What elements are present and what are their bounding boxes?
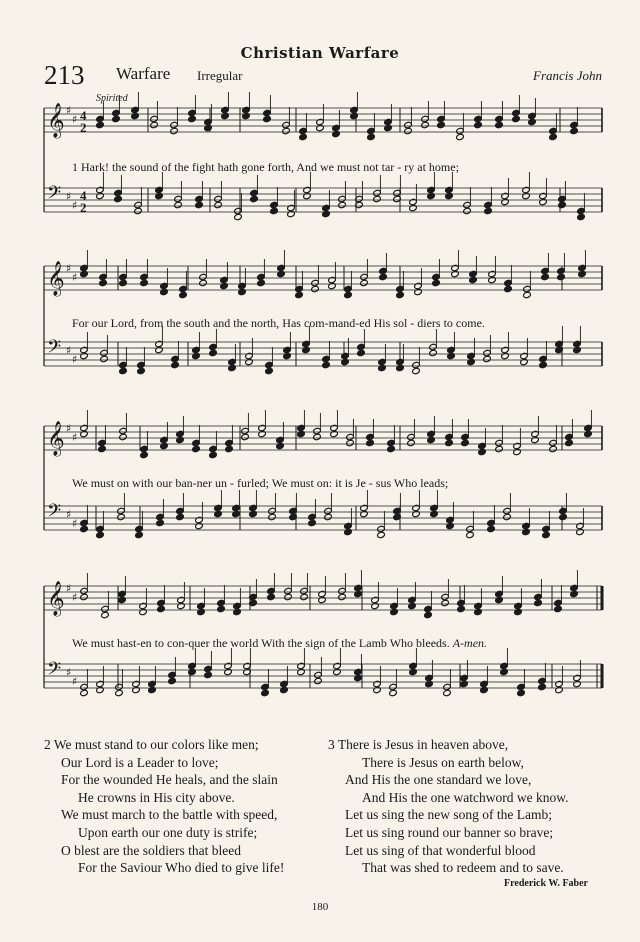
note-head xyxy=(501,352,510,359)
note-head xyxy=(112,115,121,122)
note-head xyxy=(432,279,441,286)
note-head xyxy=(80,352,89,359)
note-head xyxy=(80,430,89,437)
note-head xyxy=(80,593,89,600)
note-head xyxy=(366,439,375,446)
note-head xyxy=(261,689,270,696)
note-head xyxy=(445,439,454,446)
note-head xyxy=(297,668,306,675)
note-head xyxy=(379,273,388,280)
note-head xyxy=(559,513,568,520)
note-head xyxy=(513,448,522,455)
note-head xyxy=(199,279,208,286)
note-head xyxy=(474,121,483,128)
note-head xyxy=(354,674,363,681)
note-head xyxy=(360,279,369,286)
note-head xyxy=(160,288,169,295)
note-head xyxy=(192,445,201,452)
note-head xyxy=(242,112,251,119)
note-head xyxy=(480,686,489,693)
verse-line: 3 There is Jesus in heaven above, xyxy=(328,737,509,752)
note-head xyxy=(297,430,306,437)
note-head xyxy=(311,285,320,292)
note-head xyxy=(197,608,206,615)
note-head xyxy=(300,593,309,600)
treble-clef-icon: 𝄞 xyxy=(47,581,65,616)
note-head xyxy=(280,686,289,693)
verse-line: For the wounded He heals, and the slain xyxy=(61,772,278,788)
note-head xyxy=(224,668,233,675)
sharp-icon: ♯ xyxy=(72,353,78,366)
note-head xyxy=(341,358,350,365)
note-head xyxy=(119,279,128,286)
note-head xyxy=(316,124,325,131)
note-head xyxy=(282,127,291,134)
note-head xyxy=(303,192,312,199)
note-head xyxy=(512,115,521,122)
tempo-marking: Spirited xyxy=(96,93,128,104)
note-head xyxy=(174,201,183,208)
note-head xyxy=(96,121,105,128)
note-head xyxy=(503,513,512,520)
note-head xyxy=(96,192,105,199)
note-head xyxy=(332,130,341,137)
note-head xyxy=(357,349,366,356)
note-head xyxy=(384,124,393,131)
verse-line: We must march to the battle with speed, xyxy=(61,807,278,823)
note-head xyxy=(488,276,497,283)
note-head xyxy=(495,596,504,603)
note-head xyxy=(344,528,353,535)
note-head xyxy=(214,201,223,208)
note-head xyxy=(504,285,513,292)
note-head xyxy=(308,519,317,526)
verse-2 xyxy=(44,736,284,877)
note-head xyxy=(408,602,417,609)
note-head xyxy=(373,686,382,693)
note-head xyxy=(80,689,89,696)
note-head xyxy=(404,127,413,134)
note-head xyxy=(333,668,342,675)
note-head xyxy=(119,367,128,374)
note-head xyxy=(225,445,234,452)
lyric-line-2: For our Lord, from the south and the north, Has com-mand-ed His sol - diers to come. xyxy=(72,316,485,330)
note-head xyxy=(427,436,436,443)
note-head xyxy=(299,133,308,140)
note-head xyxy=(135,531,144,538)
note-head xyxy=(101,611,110,618)
note-head xyxy=(330,430,339,437)
note-head xyxy=(446,522,455,529)
sharp-icon: ♯ xyxy=(72,271,78,284)
verse-line: Our Lord is a Leader to love; xyxy=(61,754,219,770)
note-head xyxy=(539,198,548,205)
bass-clef-icon: 𝄢 xyxy=(47,183,62,208)
note-head xyxy=(220,282,229,289)
note-head xyxy=(156,519,165,526)
note-head xyxy=(228,364,237,371)
lyric-line-1: 1 Hark! the sound of the fight hath gone forth, And we must not tar - ry at home; xyxy=(72,160,459,174)
note-head xyxy=(522,192,531,199)
note-head xyxy=(412,367,421,374)
note-head xyxy=(257,279,266,286)
note-head xyxy=(137,367,146,374)
note-head xyxy=(314,677,323,684)
note-head xyxy=(522,528,531,535)
sharp-icon: ♯ xyxy=(72,113,78,126)
verse-line: And His the one watchword we know. xyxy=(362,789,569,805)
note-head xyxy=(371,602,380,609)
note-head xyxy=(557,273,566,280)
note-head xyxy=(96,686,105,693)
note-head xyxy=(118,596,127,603)
note-head xyxy=(295,291,304,298)
note-head xyxy=(98,445,107,452)
note-head xyxy=(555,686,564,693)
sharp-icon: ♯ xyxy=(66,190,72,203)
composer: Francis John xyxy=(533,68,602,83)
note-head xyxy=(558,201,567,208)
note-head xyxy=(221,112,230,119)
hymn-number: 213 xyxy=(44,60,85,90)
note-head xyxy=(313,433,322,440)
page-number: 180 xyxy=(311,901,329,913)
note-head xyxy=(517,689,526,696)
note-head xyxy=(389,689,398,696)
note-head xyxy=(424,611,433,618)
note-head xyxy=(487,525,496,532)
note-head xyxy=(263,115,272,122)
sharp-icon: ♯ xyxy=(72,431,78,444)
treble-clef-icon: 𝄞 xyxy=(47,103,65,138)
verse-line: 2 We must stand to our colors like men; xyxy=(44,737,259,752)
note-head xyxy=(214,510,223,517)
note-head xyxy=(302,346,311,353)
sharp-icon: ♯ xyxy=(66,104,72,117)
note-head xyxy=(396,291,405,298)
treble-clef-icon: 𝄞 xyxy=(47,421,65,456)
note-head xyxy=(344,291,353,298)
lyric-line-4 xyxy=(72,636,600,651)
note-head xyxy=(268,513,277,520)
note-head xyxy=(134,207,143,214)
note-head xyxy=(427,192,436,199)
note-head xyxy=(576,528,585,535)
amen-text: A-men. xyxy=(452,636,488,650)
verse-line: For the Saviour Who died to give life! xyxy=(78,860,285,876)
note-head xyxy=(354,590,363,597)
note-head xyxy=(520,358,529,365)
note-head xyxy=(409,668,418,675)
note-head xyxy=(132,686,141,693)
note-head xyxy=(549,133,558,140)
note-head xyxy=(245,358,254,365)
time-signature-bottom: 2 xyxy=(80,200,87,215)
note-head xyxy=(322,210,331,217)
sharp-icon: ♯ xyxy=(66,666,72,679)
note-head xyxy=(250,195,259,202)
note-head xyxy=(100,355,109,362)
note-head xyxy=(430,510,439,517)
note-head xyxy=(328,282,337,289)
note-head xyxy=(234,213,243,220)
lyric-line-4-text: We must hast-en to con-quer the world With the sign of the Lamb Who bleeds. xyxy=(72,636,450,650)
sharp-icon: ♯ xyxy=(72,517,78,530)
note-head xyxy=(554,605,563,612)
note-head xyxy=(324,513,333,520)
note-head xyxy=(99,279,108,286)
note-head xyxy=(140,451,149,458)
note-head xyxy=(565,439,574,446)
note-head xyxy=(541,273,550,280)
sharp-icon: ♯ xyxy=(72,199,78,212)
bass-clef-icon: 𝄢 xyxy=(47,501,62,526)
note-head xyxy=(346,439,355,446)
note-head xyxy=(115,689,124,696)
note-head xyxy=(150,121,159,128)
note-head xyxy=(463,207,472,214)
section-title: Christian Warfare xyxy=(240,44,400,62)
note-head xyxy=(195,522,204,529)
note-head xyxy=(96,531,105,538)
note-head xyxy=(238,288,247,295)
note-head xyxy=(338,593,347,600)
note-head xyxy=(114,195,123,202)
note-head xyxy=(445,192,454,199)
note-head xyxy=(466,531,475,538)
note-head xyxy=(451,270,460,277)
sharp-icon: ♯ xyxy=(72,675,78,688)
verse-line: And His the one standard we love, xyxy=(345,772,532,788)
note-head xyxy=(387,445,396,452)
note-head xyxy=(140,279,149,286)
note-head xyxy=(360,510,369,517)
note-head xyxy=(577,213,586,220)
note-head xyxy=(195,201,204,208)
time-signature-bottom: 2 xyxy=(80,120,87,135)
verse-line: That was shed to redeem and to save. xyxy=(362,860,564,876)
note-head xyxy=(534,599,543,606)
verse-3 xyxy=(328,736,568,877)
note-head xyxy=(233,608,242,615)
note-head xyxy=(409,204,418,211)
note-head xyxy=(414,288,423,295)
note-head xyxy=(232,510,241,517)
bass-clef-icon: 𝄢 xyxy=(47,659,62,684)
verse-line: There is Jesus on earth below, xyxy=(362,754,524,770)
note-head xyxy=(429,349,438,356)
note-head xyxy=(217,605,226,612)
note-head xyxy=(441,599,450,606)
note-head xyxy=(500,668,509,675)
note-head xyxy=(447,352,456,359)
note-head xyxy=(209,349,218,356)
verse-line: O blest are the soldiers that bleed xyxy=(61,842,241,858)
note-head xyxy=(176,513,185,520)
note-head xyxy=(204,124,213,131)
meter: Irregular xyxy=(197,68,243,83)
note-head xyxy=(456,133,465,140)
note-head xyxy=(573,346,582,353)
sharp-icon: ♯ xyxy=(66,262,72,275)
note-head xyxy=(531,436,540,443)
note-head xyxy=(80,525,89,532)
note-head xyxy=(478,448,487,455)
note-head xyxy=(277,270,286,277)
note-head xyxy=(501,198,510,205)
note-head xyxy=(443,689,452,696)
time-signature-top: 4 xyxy=(80,188,87,203)
note-head xyxy=(570,127,579,134)
note-head xyxy=(421,121,430,128)
tune-name: Warfare xyxy=(116,64,171,83)
sharp-icon: ♯ xyxy=(66,508,72,521)
verse-line: Let us sing of that wonderful blood xyxy=(345,842,536,858)
note-head xyxy=(139,608,148,615)
note-head xyxy=(467,358,476,365)
note-head xyxy=(378,364,387,371)
note-head xyxy=(267,593,276,600)
note-head xyxy=(539,361,548,368)
note-head xyxy=(276,442,285,449)
sharp-icon: ♯ xyxy=(72,591,78,604)
note-head xyxy=(287,210,296,217)
note-head xyxy=(549,445,558,452)
note-head xyxy=(283,352,292,359)
note-head xyxy=(373,195,382,202)
note-head xyxy=(538,683,547,690)
note-head xyxy=(157,605,166,612)
time-signature-top: 4 xyxy=(80,108,87,123)
note-head xyxy=(148,686,157,693)
note-head xyxy=(425,680,434,687)
note-head xyxy=(483,355,492,362)
note-head xyxy=(322,361,331,368)
note-head xyxy=(176,436,185,443)
note-head xyxy=(270,207,279,214)
note-head xyxy=(155,192,164,199)
note-head xyxy=(177,602,186,609)
note-head xyxy=(578,270,587,277)
note-head xyxy=(188,668,197,675)
note-head xyxy=(338,201,347,208)
verse-line: Let us sing round our banner so brave; xyxy=(345,824,554,840)
bass-clef-icon: 𝄢 xyxy=(47,337,62,362)
note-head xyxy=(573,680,582,687)
note-head xyxy=(461,439,470,446)
note-head xyxy=(437,121,446,128)
note-head xyxy=(80,270,89,277)
note-head xyxy=(160,442,169,449)
note-head xyxy=(407,439,416,446)
author-credit: Frederick W. Faber xyxy=(504,878,588,889)
note-head xyxy=(474,608,483,615)
note-head xyxy=(570,590,579,597)
note-head xyxy=(484,207,493,214)
verse-line: Upon earth our one duty is strife; xyxy=(78,824,258,840)
note-head xyxy=(350,112,359,119)
note-head xyxy=(495,121,504,128)
note-head xyxy=(367,133,376,140)
note-head xyxy=(117,513,126,520)
note-head xyxy=(495,445,504,452)
note-head xyxy=(241,433,250,440)
note-head xyxy=(155,346,164,353)
note-head xyxy=(523,291,532,298)
note-head xyxy=(119,433,128,440)
sharp-icon: ♯ xyxy=(66,422,72,435)
note-head xyxy=(528,118,537,125)
note-head xyxy=(179,291,188,298)
note-head xyxy=(168,677,177,684)
note-head xyxy=(412,510,421,517)
note-head xyxy=(460,680,469,687)
note-head xyxy=(390,608,399,615)
note-head xyxy=(170,127,179,134)
sharp-icon: ♯ xyxy=(66,582,72,595)
sharp-icon: ♯ xyxy=(66,344,72,357)
note-head xyxy=(249,510,258,517)
treble-clef-icon: 𝄞 xyxy=(47,261,65,296)
note-head xyxy=(318,596,327,603)
note-head xyxy=(188,115,197,122)
note-head xyxy=(258,430,267,437)
note-head xyxy=(284,593,293,600)
note-head xyxy=(584,430,593,437)
note-head xyxy=(171,361,180,368)
note-head xyxy=(131,112,140,119)
note-head xyxy=(377,531,386,538)
verse-line: Let us sing the new song of the Lamb; xyxy=(345,807,552,823)
lyric-line-3: We must on with our ban-ner un - furled; We must on: it is Je - sus Who leads; xyxy=(72,476,449,490)
note-head xyxy=(265,367,274,374)
note-head xyxy=(542,531,551,538)
note-head xyxy=(209,451,218,458)
note-head xyxy=(204,671,213,678)
note-head xyxy=(514,608,523,615)
verse-line: He crowns in His city above. xyxy=(78,789,235,805)
note-head xyxy=(457,605,466,612)
note-head xyxy=(192,352,201,359)
note-head xyxy=(469,276,478,283)
